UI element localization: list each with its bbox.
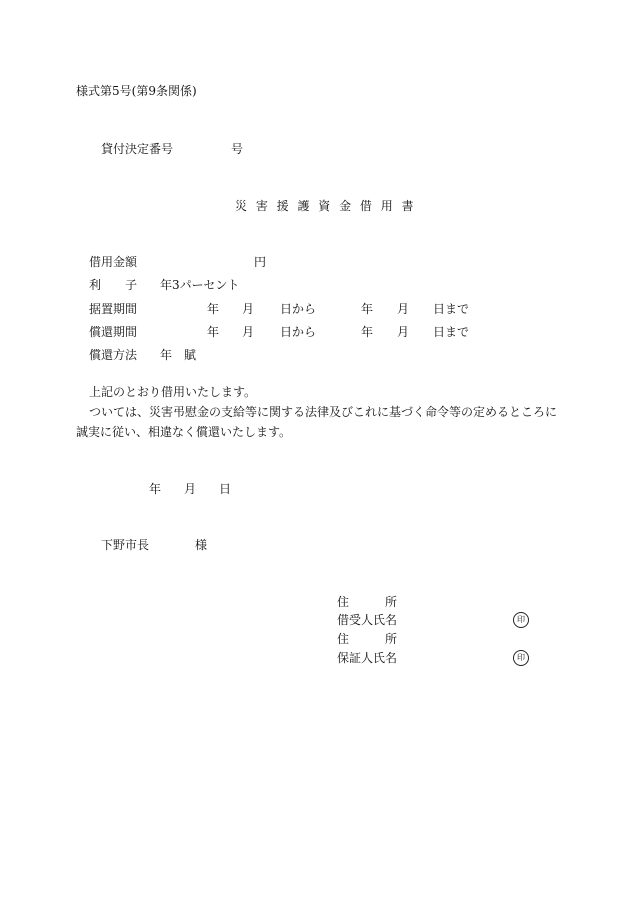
repay-start-month: 月 [242, 325, 255, 339]
guarantor-name-label: 保証人氏名 [337, 651, 398, 665]
repay-start-day: 日から [280, 325, 317, 339]
date-day: 日 [219, 482, 232, 496]
addressee-name: 下野市長 [101, 538, 150, 552]
repay-start-year: 年 [207, 325, 220, 339]
addressee-honorific: 様 [195, 538, 208, 552]
grace-end-month: 月 [397, 302, 410, 316]
grace-period-label: 据置期間 [89, 302, 138, 316]
amount-unit: 円 [254, 255, 267, 269]
borrower-name-label: 借受人氏名 [337, 613, 398, 627]
repay-method-label: 償還方法 [89, 348, 138, 362]
document-title: 災 害 援 護 資 金 借 用 書 [235, 199, 415, 213]
grace-start-day: 日から [280, 302, 317, 316]
repay-end-year: 年 [361, 325, 374, 339]
grace-start-month: 月 [242, 302, 255, 316]
decision-number-suffix: 号 [231, 142, 244, 156]
guarantor-address-label: 住 所 [337, 632, 398, 646]
guarantor-seal-icon: 印 [513, 650, 529, 666]
body-line-3: 誠実に従い、相違なく償還いたします。 [76, 425, 292, 439]
borrower-seal-icon: 印 [513, 612, 529, 628]
date-year: 年 [149, 482, 162, 496]
date-month: 月 [184, 482, 197, 496]
repay-end-day: 日まで [433, 325, 470, 339]
repay-method-value: 年 賦 [160, 348, 197, 362]
repay-period-label: 償還期間 [89, 325, 138, 339]
interest-label: 利 子 [89, 278, 138, 292]
interest-value: 年3パーセント [160, 278, 240, 292]
grace-end-day: 日まで [433, 302, 470, 316]
amount-label: 借用金額 [89, 255, 138, 269]
body-line-1: 上記のとおり借用いたします。 [89, 385, 257, 399]
grace-start-year: 年 [207, 302, 220, 316]
decision-number-label: 貸付決定番号 [101, 142, 174, 156]
borrower-address-label: 住 所 [337, 595, 398, 609]
form-number: 様式第5号(第9条関係) [76, 84, 197, 98]
body-line-2: ついては、災害弔慰金の支給等に関する法律及びこれに基づく命令等の定めるところに [89, 405, 558, 419]
repay-end-month: 月 [397, 325, 410, 339]
grace-end-year: 年 [361, 302, 374, 316]
